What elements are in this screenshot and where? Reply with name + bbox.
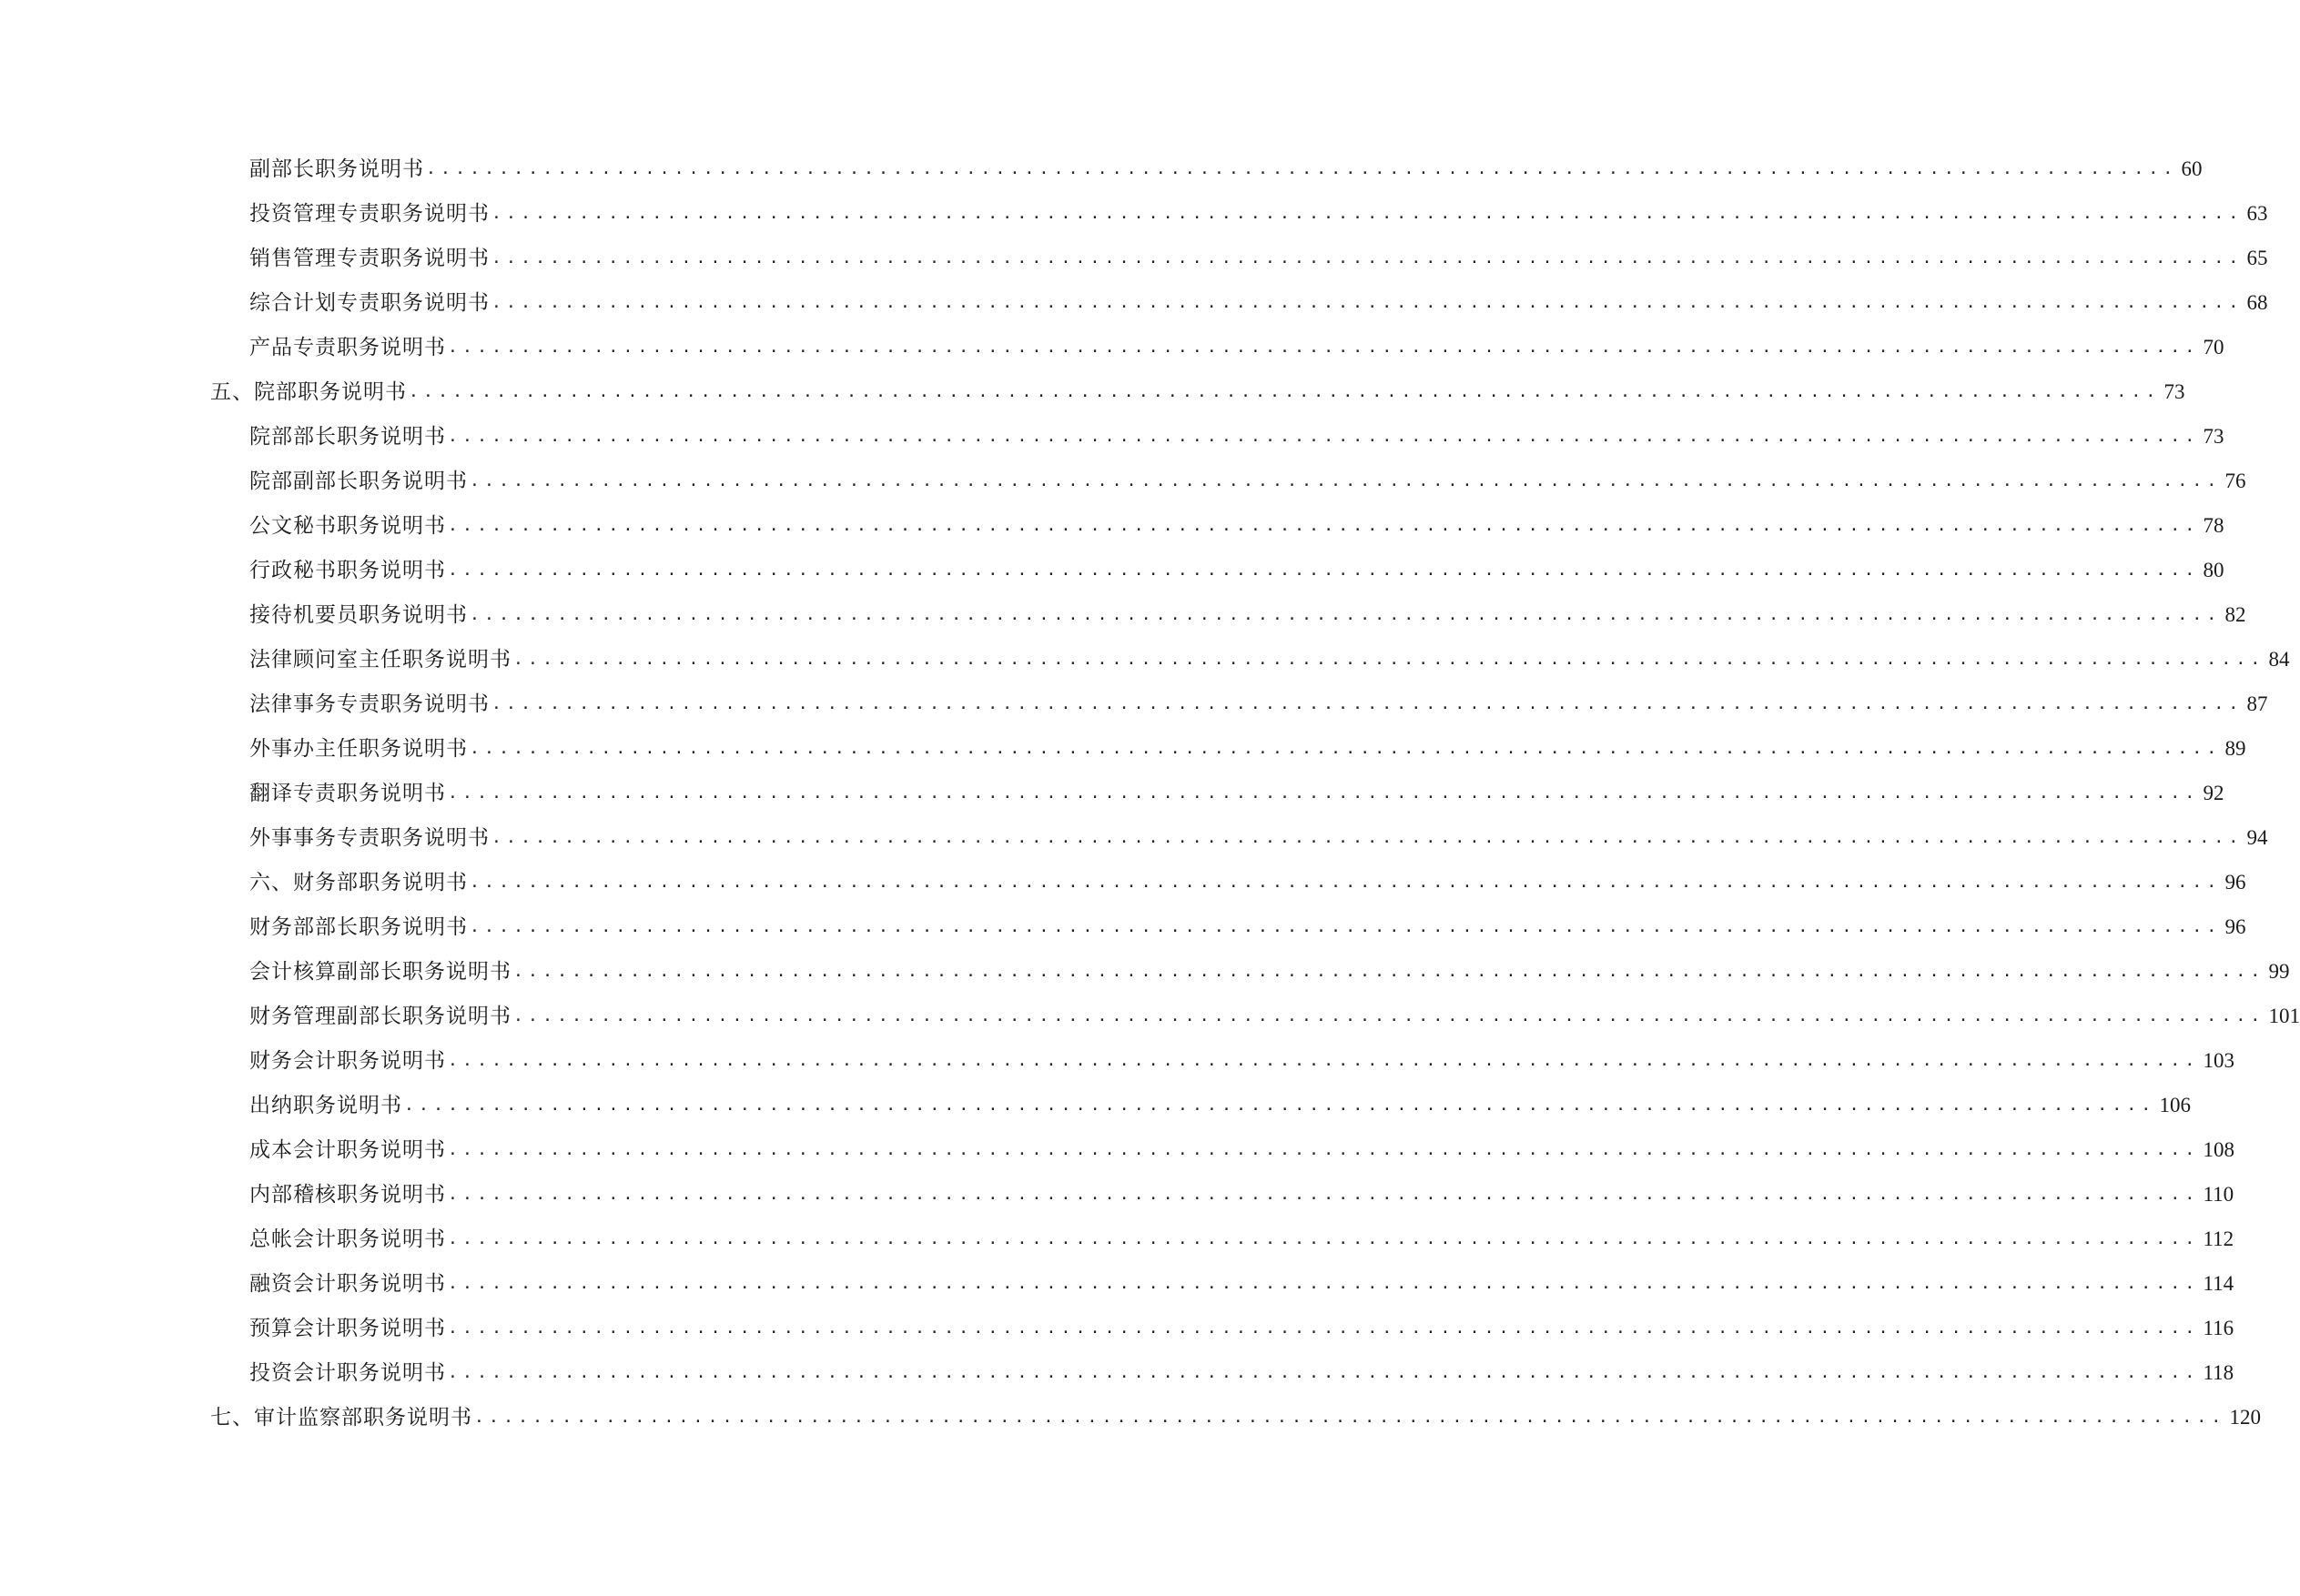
toc-entry-title: 投资会计职务说明书 [249, 1361, 446, 1385]
toc-dot-leader: ........................................................................................................................ [470, 739, 2222, 758]
toc-entry[interactable] [0, 495, 2224, 540]
toc-entry-page-number: 68 [2246, 291, 2268, 314]
toc-entry-title: 综合计划专责职务说明书 [249, 291, 490, 315]
toc-entry-title: 法律顾问室主任职务说明书 [249, 648, 512, 672]
toc-entry-page-number: 106 [2159, 1094, 2191, 1116]
toc-entry-page-number: 110 [2203, 1183, 2234, 1206]
toc-entry-title: 投资管理专责职务说明书 [249, 202, 490, 226]
toc-entry-title: 外事事务专责职务说明书 [249, 826, 490, 850]
toc-entry-title: 成本会计职务说明书 [249, 1138, 446, 1162]
toc-entry-title: 财务会计职务说明书 [249, 1049, 446, 1073]
toc-entry[interactable] [0, 985, 2300, 1030]
toc-entry-page-number: 92 [2203, 782, 2224, 804]
toc-entry-title: 行政秘书职务说明书 [249, 559, 446, 582]
toc-dot-leader: ........................................................................................................................ [448, 1318, 2200, 1338]
toc-entry-title: 五、院部职务说明书 [210, 380, 407, 404]
toc-entry-title: 院部部长职务说明书 [249, 425, 446, 449]
toc-dot-leader: ........................................................................................................................ [448, 561, 2200, 580]
toc-entry[interactable] [0, 540, 2224, 584]
toc-entry-page-number: 114 [2203, 1272, 2234, 1295]
toc-entry[interactable] [0, 852, 2246, 896]
toc-entry[interactable] [0, 629, 2290, 673]
toc-dot-leader: ........................................................................................................................ [491, 248, 2244, 268]
toc-entry-title: 副部长职务说明书 [249, 157, 424, 181]
toc-entry-title: 预算会计职务说明书 [249, 1317, 446, 1340]
toc-entry[interactable] [0, 1298, 2234, 1342]
toc-entry[interactable] [0, 673, 2268, 718]
toc-entry-title: 六、财务部职务说明书 [249, 871, 468, 894]
toc-entry-title: 内部稽核职务说明书 [249, 1183, 446, 1207]
toc-entry-page-number: 96 [2224, 915, 2246, 938]
toc-entry-title: 财务部部长职务说明书 [249, 915, 468, 939]
toc-entry-title: 出纳职务说明书 [249, 1094, 402, 1117]
toc-entry-page-number: 84 [2268, 648, 2290, 671]
toc-dot-leader: ........................................................................................................................ [409, 382, 2161, 401]
toc-dot-leader: ........................................................................................................................ [513, 962, 2265, 981]
toc-dot-leader: ........................................................................................................................ [448, 1140, 2200, 1159]
toc-entry-page-number: 76 [2224, 470, 2246, 492]
toc-dot-leader: ........................................................................................................................ [491, 204, 2244, 223]
toc-entry-page-number: 73 [2203, 425, 2224, 448]
toc-entry-page-number: 65 [2246, 247, 2268, 269]
toc-entry[interactable] [0, 183, 2268, 227]
toc-entry[interactable] [0, 227, 2268, 272]
toc-dot-leader: ........................................................................................................................ [491, 293, 2244, 312]
toc-entry-page-number: 108 [2203, 1138, 2234, 1161]
toc-entry-page-number: 101 [2268, 1005, 2300, 1027]
toc-entry[interactable] [0, 1119, 2234, 1164]
toc-entry-page-number: 116 [2203, 1317, 2234, 1339]
toc-entry-title: 销售管理专责职务说明书 [249, 247, 490, 270]
toc-entry-title: 会计核算副部长职务说明书 [249, 960, 512, 984]
toc-dot-leader: ........................................................................................................................ [513, 650, 2265, 669]
toc-dot-leader: ........................................................................................................................ [448, 427, 2200, 446]
toc-entry[interactable] [0, 1253, 2234, 1298]
toc-dot-leader: ........................................................................................................................ [470, 605, 2222, 624]
toc-entry-title: 公文秘书职务说明书 [249, 514, 446, 538]
toc-entry-page-number: 82 [2224, 603, 2246, 626]
toc-dot-leader: ........................................................................................................................ [448, 1051, 2200, 1070]
toc-entry-page-number: 73 [2163, 380, 2185, 403]
toc-entry[interactable] [0, 584, 2246, 629]
toc-dot-leader: ........................................................................................................................ [448, 1185, 2200, 1204]
toc-entry[interactable] [0, 1164, 2234, 1208]
toc-entry-title: 融资会计职务说明书 [249, 1272, 446, 1296]
toc-entry-page-number: 89 [2224, 737, 2246, 760]
toc-entry-title: 产品专责职务说明书 [249, 336, 446, 359]
toc-entry-title: 财务管理副部长职务说明书 [249, 1005, 512, 1028]
toc-entry[interactable] [0, 807, 2268, 852]
toc-entry-page-number: 103 [2203, 1049, 2234, 1072]
toc-dot-leader: ........................................................................................................................ [426, 159, 2178, 178]
toc-dot-leader: ........................................................................................................................ [491, 828, 2244, 847]
toc-entry[interactable] [0, 1030, 2234, 1075]
toc-entry[interactable] [0, 317, 2224, 361]
toc-entry[interactable] [0, 1387, 2261, 1431]
toc-entry-page-number: 118 [2203, 1361, 2234, 1384]
toc-entry[interactable] [0, 450, 2246, 495]
toc-entry-page-number: 99 [2268, 960, 2290, 983]
toc-entry-page-number: 70 [2203, 336, 2224, 359]
toc-dot-leader: ........................................................................................................................ [474, 1408, 2226, 1427]
toc-entry-page-number: 112 [2203, 1227, 2234, 1250]
toc-dot-leader: ........................................................................................................................ [448, 783, 2200, 803]
toc-dot-leader: ........................................................................................................................ [448, 1229, 2200, 1248]
toc-entry-title: 七、审计监察部职务说明书 [210, 1406, 472, 1429]
toc-entry-page-number: 120 [2229, 1406, 2261, 1429]
toc-dot-leader: ........................................................................................................................ [404, 1096, 2156, 1115]
toc-entry[interactable] [0, 138, 2203, 183]
toc-entry-title: 接待机要员职务说明书 [249, 603, 468, 627]
toc-entry[interactable] [0, 1075, 2191, 1119]
toc-dot-leader: ........................................................................................................................ [448, 516, 2200, 535]
toc-entry[interactable] [0, 361, 2185, 406]
toc-dot-leader: ........................................................................................................................ [470, 917, 2222, 936]
toc-dot-leader: ........................................................................................................................ [448, 1274, 2200, 1293]
toc-entry[interactable] [0, 763, 2224, 807]
toc-entry-title: 外事办主任职务说明书 [249, 737, 468, 761]
toc-entry[interactable] [0, 941, 2290, 985]
toc-dot-leader: ........................................................................................................................ [513, 1006, 2265, 1025]
toc-dot-leader: ........................................................................................................................ [448, 338, 2200, 357]
toc-entry-title: 翻译专责职务说明书 [249, 782, 446, 805]
toc-entry-title: 院部副部长职务说明书 [249, 470, 468, 493]
toc-entry-title: 总帐会计职务说明书 [249, 1227, 446, 1251]
toc-entry-title: 法律事务专责职务说明书 [249, 692, 490, 716]
toc-entry[interactable] [0, 718, 2246, 763]
toc-dot-leader: ........................................................................................................................ [448, 1363, 2200, 1382]
toc-entry-page-number: 96 [2224, 871, 2246, 894]
toc-entry-page-number: 78 [2203, 514, 2224, 537]
toc-entry-page-number: 63 [2246, 202, 2268, 225]
toc-dot-leader: ........................................................................................................................ [470, 471, 2222, 490]
toc-entry[interactable] [0, 1208, 2234, 1253]
toc-entry[interactable] [0, 272, 2268, 317]
table-of-contents [0, 138, 2300, 1431]
toc-dot-leader: ........................................................................................................................ [470, 873, 2222, 892]
toc-entry[interactable] [0, 406, 2224, 450]
toc-dot-leader: ........................................................................................................................ [491, 694, 2244, 713]
toc-entry[interactable] [0, 1342, 2234, 1387]
toc-entry-page-number: 80 [2203, 559, 2224, 581]
toc-entry-page-number: 87 [2246, 692, 2268, 715]
toc-entry-page-number: 94 [2246, 826, 2268, 849]
toc-entry-page-number: 60 [2181, 157, 2203, 180]
toc-entry[interactable] [0, 896, 2246, 941]
